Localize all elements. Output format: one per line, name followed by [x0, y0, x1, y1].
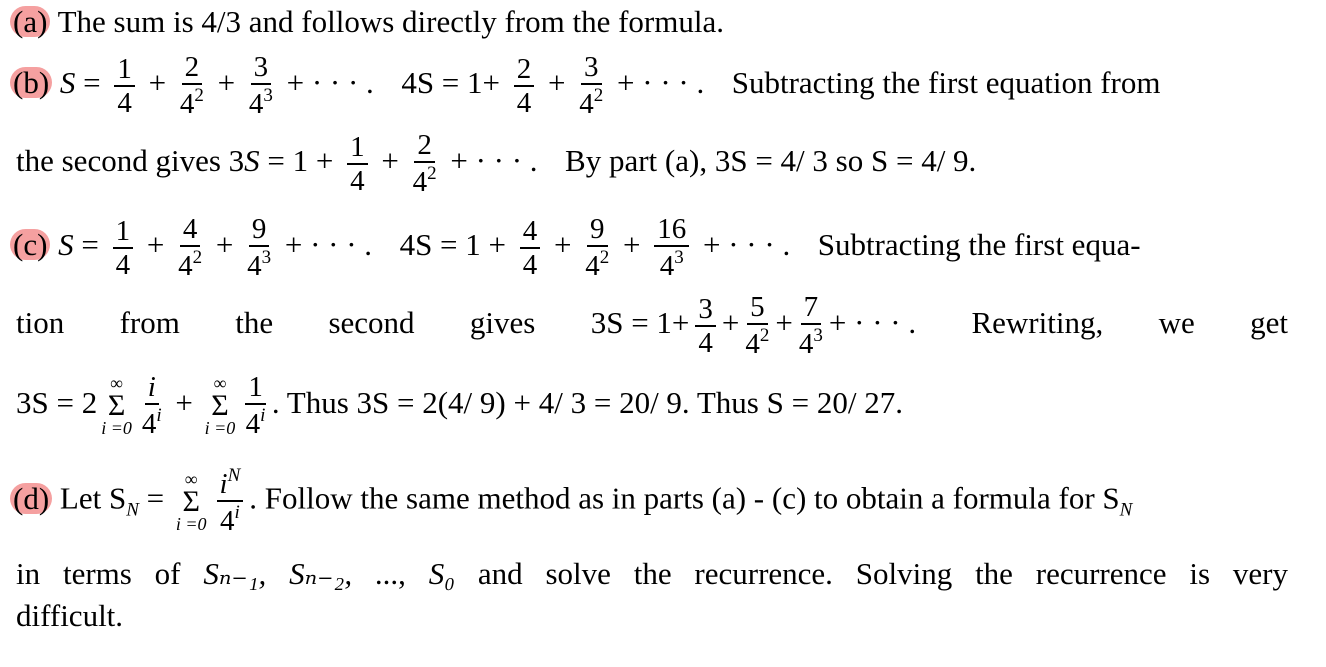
fraction-numerator: 4	[180, 214, 201, 247]
plus-sign: +	[548, 65, 566, 101]
exponent: 2	[759, 325, 770, 347]
part-b-text: Subtracting the first equation from	[731, 65, 1161, 101]
ellipsis: + · · · .	[284, 227, 373, 263]
base: 4	[412, 166, 428, 199]
fraction-denominator	[249, 85, 273, 119]
word: recurrence	[1035, 556, 1167, 591]
part-c-eq: =	[81, 227, 99, 263]
part-c-text: Subtracting the first equa-	[817, 227, 1141, 263]
exponent: 3	[813, 325, 823, 347]
word: the	[633, 556, 672, 591]
fraction-denominator: 4	[516, 86, 532, 119]
plus-sign: +	[554, 227, 572, 263]
infinity-symbol: ∞	[184, 468, 198, 489]
fraction-denominator	[178, 247, 202, 281]
part-c-3S: 3S = 1+	[590, 305, 690, 341]
fraction-numerator: 2	[182, 52, 203, 85]
part-a-label: (a)	[10, 6, 50, 37]
word: get	[1250, 305, 1288, 341]
fraction-numerator: 5	[747, 292, 768, 325]
sum-lower-bound: i =0	[204, 418, 236, 439]
part-c-line2-math	[591, 292, 916, 360]
plus-sign: +	[148, 65, 167, 101]
fraction-denominator	[745, 325, 769, 359]
fraction-denominator	[799, 325, 823, 359]
plus-sign: +	[175, 385, 193, 421]
plus-sign: +	[146, 227, 165, 263]
part-b-line2-S: S	[244, 143, 260, 179]
fraction-numerator: i	[145, 372, 159, 405]
part-c-frac-5	[585, 214, 609, 282]
exponent: 3	[674, 247, 684, 269]
fraction-denominator	[142, 405, 162, 439]
plus-sign: +	[721, 305, 740, 341]
exponent: 2	[192, 247, 203, 269]
base: 4	[178, 250, 193, 283]
base: 4	[585, 250, 600, 283]
word: and	[477, 556, 523, 591]
fraction-numerator: 9	[587, 214, 608, 247]
word: of	[154, 556, 181, 591]
part-c-line3-start: 3S = 2	[16, 385, 98, 421]
word: very	[1232, 556, 1288, 591]
part-c-line-1	[13, 213, 1141, 283]
fraction-denominator	[247, 247, 271, 281]
exponent: i	[260, 405, 266, 427]
fraction-denominator	[220, 502, 240, 536]
part-c-sum-frac-1	[142, 372, 162, 440]
part-d-text: . Follow the same method as in parts (a) - (c) to obtain a formula for S	[249, 480, 1120, 516]
sigma-symbol: Σ	[182, 484, 200, 518]
fraction-numerator: 2	[514, 54, 535, 87]
ellipsis: + · · · .	[286, 65, 374, 101]
fraction-numerator: 1	[114, 54, 135, 87]
word: Rewriting,	[971, 305, 1104, 341]
part-b-4S: 4S = 1+	[401, 65, 501, 101]
exponent: 2	[593, 85, 604, 107]
word: the	[975, 556, 1013, 591]
word: solve	[545, 556, 611, 591]
fraction-numerator: 4	[520, 216, 541, 249]
word: second	[328, 305, 415, 341]
part-c-frac-4	[520, 216, 541, 281]
part-b-frac-1	[114, 54, 135, 119]
word: from	[119, 305, 180, 341]
exponent: i	[156, 405, 162, 427]
plus-sign: +	[215, 227, 234, 263]
fraction-numerator: 3	[251, 52, 272, 85]
part-c-frac-8	[745, 292, 769, 360]
summation-1	[101, 374, 132, 437]
plus-sign: +	[381, 143, 399, 179]
base: 4	[248, 88, 264, 121]
part-a-text: The sum is 4/3 and follows directly from the formula.	[57, 4, 724, 39]
fraction-denominator	[579, 85, 603, 119]
exponent: 3	[261, 247, 272, 269]
part-c-line3-end: . Thus 3S = 2(4/ 9) + 4/ 3 = 20/ 9. Thus S = 20/ 27.	[271, 385, 903, 421]
base: 4	[245, 408, 261, 441]
part-c-line-2	[16, 292, 1288, 360]
fraction-denominator: 4	[522, 248, 538, 281]
part-b-frac-3	[249, 52, 273, 120]
fraction-denominator	[585, 247, 609, 281]
part-b-frac-5	[579, 52, 603, 120]
fraction-numerator: 7	[801, 292, 822, 325]
fraction-numerator: 1	[113, 216, 134, 249]
word: tion	[16, 305, 65, 341]
part-d-line3: difficult.	[16, 598, 124, 633]
fraction-numerator: 16	[654, 214, 689, 247]
word: recurrence.	[694, 556, 833, 591]
plus-sign: +	[775, 305, 793, 341]
base: 4	[179, 88, 195, 121]
word: terms	[62, 556, 132, 591]
part-c-4S: 4S = 1 +	[399, 227, 507, 263]
word: ...,	[374, 556, 406, 591]
exponent: 2	[194, 85, 204, 107]
part-b-label: (b)	[10, 67, 52, 98]
sigma-symbol: Σ	[211, 389, 229, 423]
summation-2	[205, 374, 236, 437]
word: the	[235, 305, 274, 341]
part-d-line-3	[16, 600, 123, 631]
ellipsis: + · · · .	[828, 305, 917, 341]
fraction-denominator	[660, 247, 684, 281]
fraction-numerator	[217, 466, 244, 502]
part-b-eq: =	[83, 65, 101, 101]
base: 4	[798, 328, 814, 361]
part-c-frac-1	[113, 216, 134, 281]
part-c-frac-2	[178, 214, 202, 282]
fraction-numerator: 9	[249, 214, 270, 247]
fraction-denominator: 4	[698, 326, 713, 359]
part-b-line2-end: By part (a), 3S = 4/ 3 so S = 4/ 9.	[565, 143, 977, 179]
part-c-sum-frac-2	[245, 372, 266, 440]
fraction-numerator: 1	[245, 372, 266, 405]
part-d-line-1	[13, 465, 1133, 538]
part-b-frac-2	[180, 52, 204, 120]
exponent: 3	[263, 85, 273, 107]
part-b-frac-4	[514, 54, 535, 119]
word: in	[16, 556, 41, 591]
part-b-line-1	[13, 51, 1161, 121]
base: 4	[220, 505, 235, 538]
part-d-line-2	[16, 558, 1288, 589]
fraction-numerator: 3	[581, 52, 602, 85]
base: 4	[659, 250, 675, 283]
base: 4	[745, 328, 760, 361]
fraction-denominator	[413, 163, 437, 197]
ellipsis: + · · · .	[450, 143, 538, 179]
base: 4	[141, 408, 157, 441]
sigma-symbol: Σ	[107, 389, 126, 423]
word: Solving	[855, 556, 953, 591]
summation-3	[176, 470, 207, 533]
exponent: 2	[599, 247, 610, 269]
fraction-numerator: 3	[695, 294, 716, 327]
base: i	[219, 468, 228, 500]
sum-lower-bound: i =0	[175, 513, 207, 534]
part-d-label: (d)	[10, 483, 52, 514]
part-d-let: Let S	[59, 480, 127, 516]
fraction-denominator	[246, 405, 266, 439]
part-b-line-2	[16, 130, 976, 198]
part-d-eq: =	[138, 480, 165, 516]
base: 4	[247, 250, 262, 283]
plus-sign: +	[217, 65, 236, 101]
part-b-line2-start: the second gives 3	[16, 143, 245, 179]
part-d-frac	[217, 466, 244, 537]
part-b-frac-7	[413, 130, 437, 198]
fraction-denominator: 4	[350, 164, 365, 197]
exponent: i	[234, 502, 240, 524]
part-b-line2-eq: = 1 +	[259, 143, 334, 179]
part-b-frac-6	[347, 132, 368, 197]
fraction-numerator: 2	[414, 130, 435, 163]
part-c-frac-9	[799, 292, 823, 360]
fraction-denominator: 4	[115, 248, 131, 281]
word: Sₙ₋₁,	[203, 556, 267, 591]
plus-sign: +	[623, 227, 641, 263]
infinity-symbol: ∞	[213, 373, 227, 394]
fraction-numerator: 1	[347, 132, 368, 165]
sum-lower-bound: i =0	[101, 418, 132, 439]
fraction-denominator: 4	[117, 86, 132, 119]
subscript-N: N	[126, 499, 139, 521]
word: Sₙ₋₂,	[289, 556, 353, 591]
part-c-S: S	[58, 227, 74, 263]
part-c-label: (c)	[10, 229, 50, 260]
base: 4	[579, 88, 594, 121]
word: gives	[469, 305, 536, 341]
subscript-N: N	[1119, 499, 1133, 521]
exponent: 2	[427, 163, 437, 185]
part-b-S: S	[59, 65, 76, 101]
word: we	[1158, 305, 1195, 341]
part-a-line	[13, 4, 724, 39]
exponent: N	[227, 465, 241, 486]
part-c-frac-7	[695, 294, 716, 359]
ellipsis: + · · · .	[703, 227, 791, 263]
fraction-denominator	[180, 85, 204, 119]
part-c-line-3	[16, 372, 903, 440]
word: is	[1189, 556, 1211, 591]
word: S₀	[428, 556, 456, 591]
part-c-frac-3	[247, 214, 271, 282]
part-c-frac-6	[654, 214, 689, 282]
infinity-symbol: ∞	[110, 373, 123, 394]
ellipsis: + · · · .	[617, 65, 705, 101]
